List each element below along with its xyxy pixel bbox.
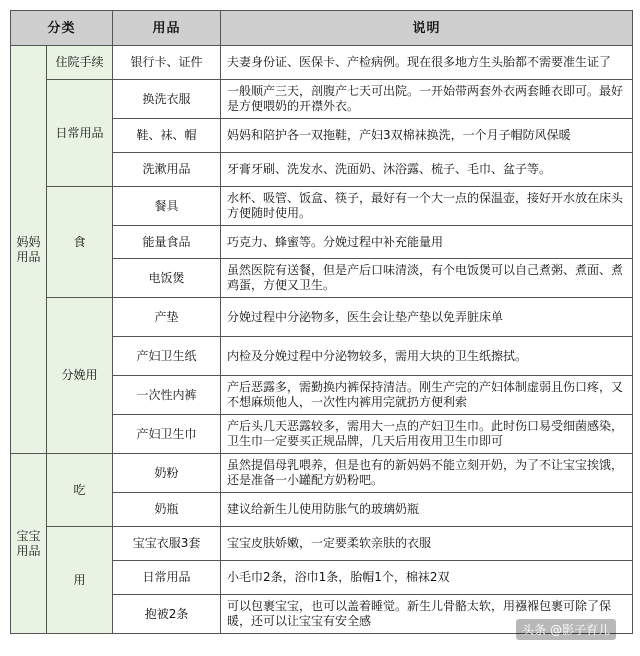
item-description: 巧克力、蜂蜜等。分娩过程中补充能量用 — [221, 226, 633, 259]
subcategory-food: 食 — [47, 187, 113, 298]
subcategory-daily: 日常用品 — [47, 80, 113, 187]
item-name: 抱被2条 — [113, 595, 221, 634]
header-category: 分类 — [11, 11, 113, 46]
item-description: 分娩过程中分泌物多，医生会让垫产垫以免弄脏床单 — [221, 298, 633, 337]
item-description: 虽然医院有送餐，但是产后口味清淡，有个电饭煲可以自己煮粥、煮面、煮鸡蛋，方便又卫生。 — [221, 259, 633, 298]
item-name: 鞋、袜、帽 — [113, 119, 221, 153]
subcategory-delivery: 分娩用 — [47, 298, 113, 454]
item-description: 产后头几天恶露较多，需用大一点的产妇卫生巾。此时伤口易受细菌感染，卫生巾一定要买正规品牌，几天后用夜用卫生巾即可 — [221, 415, 633, 454]
item-name: 宝宝衣服3套 — [113, 527, 221, 561]
item-name: 奶瓶 — [113, 493, 221, 527]
item-name: 日常用品 — [113, 561, 221, 595]
item-name: 奶粉 — [113, 454, 221, 493]
item-description: 牙膏牙刷、洗发水、洗面奶、沐浴露、梳子、毛巾、盆子等。 — [221, 153, 633, 187]
item-description: 妈妈和陪护各一双拖鞋，产妇3双棉袜换洗，一个月子帽防风保暖 — [221, 119, 633, 153]
item-description: 可以包裹宝宝，也可以盖着睡觉。新生儿骨骼太软，用襁褓包裹可除了保暖，还可以让宝宝有安全感 — [221, 595, 633, 634]
item-description: 夫妻身份证、医保卡、产检病例。现在很多地方生头胎都不需要准生证了 — [221, 46, 633, 80]
item-description: 小毛巾2条，浴巾1条，胎帽1个，棉袜2双 — [221, 561, 633, 595]
item-description: 建议给新生儿使用防胀气的玻璃奶瓶 — [221, 493, 633, 527]
item-description: 一般顺产三天，剖腹产七天可出院。一开始带两套外衣两套睡衣即可。最好是方便喂奶的开襟外衣。 — [221, 80, 633, 119]
item-description: 内检及分娩过程中分泌物较多，需用大块的卫生纸擦拭。 — [221, 337, 633, 376]
table-row — [11, 46, 633, 80]
item-name: 产垫 — [113, 298, 221, 337]
item-name: 产妇卫生纸 — [113, 337, 221, 376]
item-description: 产后恶露多，需勤换内裤保持清洁。刚生产完的产妇体制虚弱且伤口疼，又不想麻烦他人，一次性内裤用完就扔方便利索 — [221, 376, 633, 415]
item-name: 电饭煲 — [113, 259, 221, 298]
table-row — [11, 527, 633, 561]
baby-supplies-table — [10, 10, 633, 634]
item-description: 虽然提倡母乳喂养，但是也有的新妈妈不能立刻开奶，为了不让宝宝挨饿，还是准备一小罐配方奶粉吧。 — [221, 454, 633, 493]
item-name: 产妇卫生巾 — [113, 415, 221, 454]
item-name: 银行卡、证件 — [113, 46, 221, 80]
table-row — [11, 454, 633, 493]
item-description: 水杯、吸管、饭盒、筷子，最好有一个大一点的保温壶，接好开水放在床头方便随时使用。 — [221, 187, 633, 226]
category-baby: 宝宝用品 — [11, 454, 47, 634]
table-row — [11, 187, 633, 226]
subcategory-hospital: 住院手续 — [47, 46, 113, 80]
item-description: 宝宝皮肤娇嫩，一定要柔软亲肤的衣服 — [221, 527, 633, 561]
item-name: 餐具 — [113, 187, 221, 226]
subcategory-use: 用 — [47, 527, 113, 634]
watermark: 头条 @影子育儿 — [516, 619, 616, 640]
item-name: 能量食品 — [113, 226, 221, 259]
item-name: 一次性内裤 — [113, 376, 221, 415]
header-item: 用品 — [113, 11, 221, 46]
header-row — [11, 11, 633, 46]
item-name: 换洗衣服 — [113, 80, 221, 119]
category-mom: 妈妈用品 — [11, 46, 47, 454]
table-row — [11, 298, 633, 337]
subcategory-eat: 吃 — [47, 454, 113, 527]
item-name: 洗漱用品 — [113, 153, 221, 187]
header-description: 说明 — [221, 11, 633, 46]
table-row — [11, 80, 633, 119]
